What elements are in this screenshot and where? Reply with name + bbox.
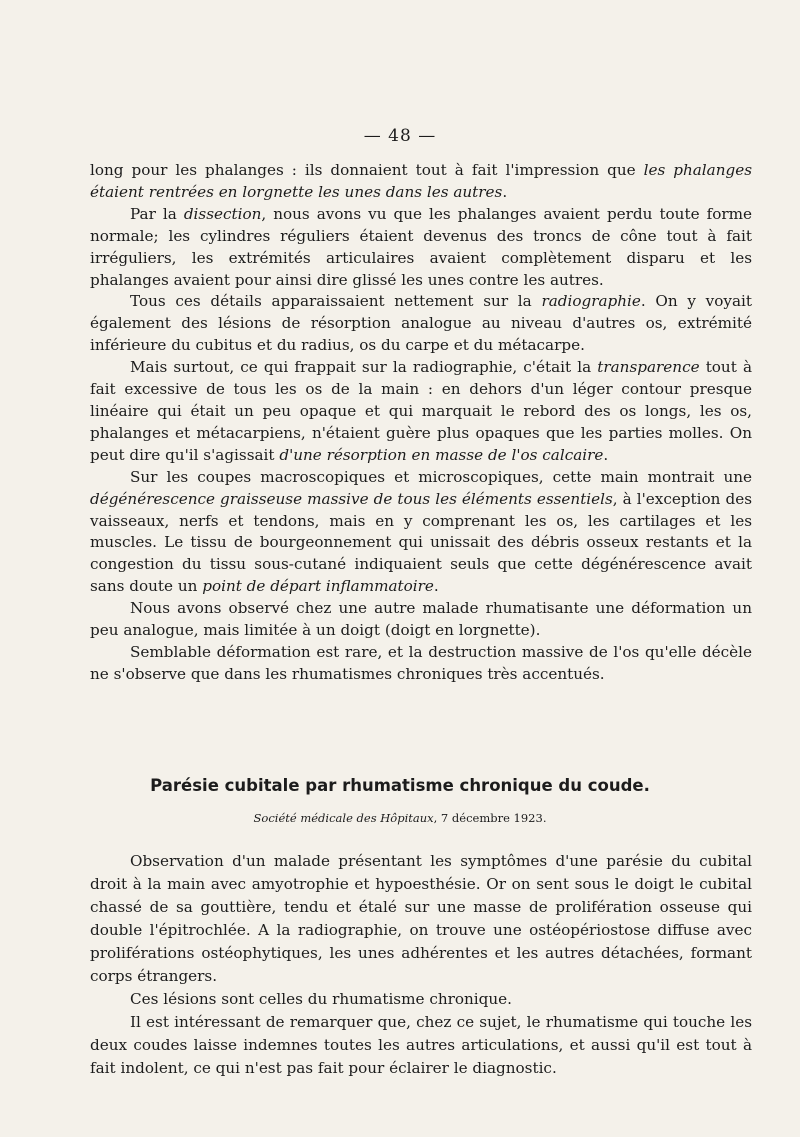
italic-run: point de départ inflammatoire	[202, 577, 434, 596]
section-body	[90, 850, 752, 1080]
italic-run: dissection	[183, 204, 262, 223]
body-paragraph	[90, 160, 752, 204]
text-run: Sur les coupes macroscopiques et microscopiques, cette main montrait une	[130, 467, 752, 486]
section-paragraph: Il est intéressant de remarquer que, chez ce sujet, le rhumatisme qui touche les deux coudes laisse indemnes toutes les autres articulations, et aussi qu'il est tout à fait indolent, ce qui n'est pas fait pour éclairer le diagnostic.	[90, 1013, 752, 1077]
italic-run: d'une résorption en masse de l'os calcaire	[279, 445, 604, 464]
italic-run: radiographie	[541, 292, 641, 311]
body-text	[90, 160, 752, 686]
section-paragraph: Observation d'un malade présentant les symptômes d'une parésie du cubital droit à la main avec amyotrophie et hypoesthésie. Or on sent sous le doigt le cubital chassé de sa gouttière, tendu et étalé sur une masse de prolifération osseuse qui double l'épitrochlée. A la radiographie, on trouve une ostéopériostose diffuse avec proliférations ostéophytiques, les unes adhérentes et les autres détachées, formant corps étrangers.	[90, 852, 752, 985]
text-run: .	[502, 182, 508, 201]
body-paragraph	[90, 598, 752, 642]
text-run: Mais surtout, ce qui frappait sur la radiographie, c'était la	[130, 358, 598, 377]
body-paragraph	[90, 204, 752, 292]
italic-run: dégénérescence graisseuse massive de tous les éléments essentiels	[90, 489, 613, 508]
italic-run: transparence	[597, 358, 700, 377]
body-paragraph	[90, 467, 752, 598]
section-title: Parésie cubitale par rhumatisme chronique du coude.	[150, 776, 650, 795]
text-run: . On y voyait également des lésions de résorption analogue au niveau d'autres os, extrémité inférieure du cubitus et du radius, os du carpe et du métacarpe.	[90, 292, 752, 355]
text-run: , nous avons vu que les phalanges avaient perdu toute forme normale; les cylindres réguliers étaient devenus des troncs de cône tout à fait irréguliers, les extrémités articulaires avaient complètement disparu et les phalanges avaient pour ainsi dire glissé les unes contre les autres.	[90, 204, 752, 289]
text-run: , à l'exception des vaisseaux, nerfs et tendons, mais en y comprenant les os, les cartilages et les muscles. Le tissu de bourgeonnement qui unissait des débris osseux restants et la congestion du tissu sous-cutané indiquaient seuls que cette dégénérescence avait sans doute un	[90, 489, 752, 596]
section-source	[0, 811, 800, 825]
text-run: Semblable déformation est rare, et la destruction massive de l'os qu'elle décèle ne s'observe que dans les rhumatismes chroniques très accentués.	[90, 642, 752, 683]
section-paragraph: Ces lésions sont celles du rhumatisme chronique.	[130, 990, 512, 1008]
body-paragraph	[90, 291, 752, 357]
body-paragraph	[90, 642, 752, 686]
text-run: Par la	[130, 204, 184, 223]
page-number: — 48 —	[363, 126, 437, 146]
text-run: Tous ces détails apparaissaient nettement sur la	[130, 292, 542, 311]
text-run: .	[433, 577, 439, 596]
source-journal: Société médicale des Hôpitaux	[253, 811, 434, 825]
body-paragraph	[90, 357, 752, 467]
text-run: tout à fait excessive de tous les os de la main : en dehors d'un léger contour presque linéaire qui était un peu opaque et qui marquait le rebord des os longs, les os, phalanges et métacarpiens, n'étaient guère plus opaques que les parties molles. On peut dire qu'il s'agissait	[90, 358, 753, 464]
text-run: .	[603, 445, 609, 464]
text-run: long pour les phalanges : ils donnaient tout à fait l'impression que	[90, 161, 644, 179]
italic-run: les phalanges étaient rentrées en lorgnette les unes dans les autres	[90, 161, 752, 201]
text-run: Nous avons observé chez une autre malade rhumatisante une déformation un peu analogue, mais limitée à un doigt (doigt en lorgnette).	[90, 599, 752, 640]
source-date: , 7 décembre 1923.	[433, 811, 547, 825]
